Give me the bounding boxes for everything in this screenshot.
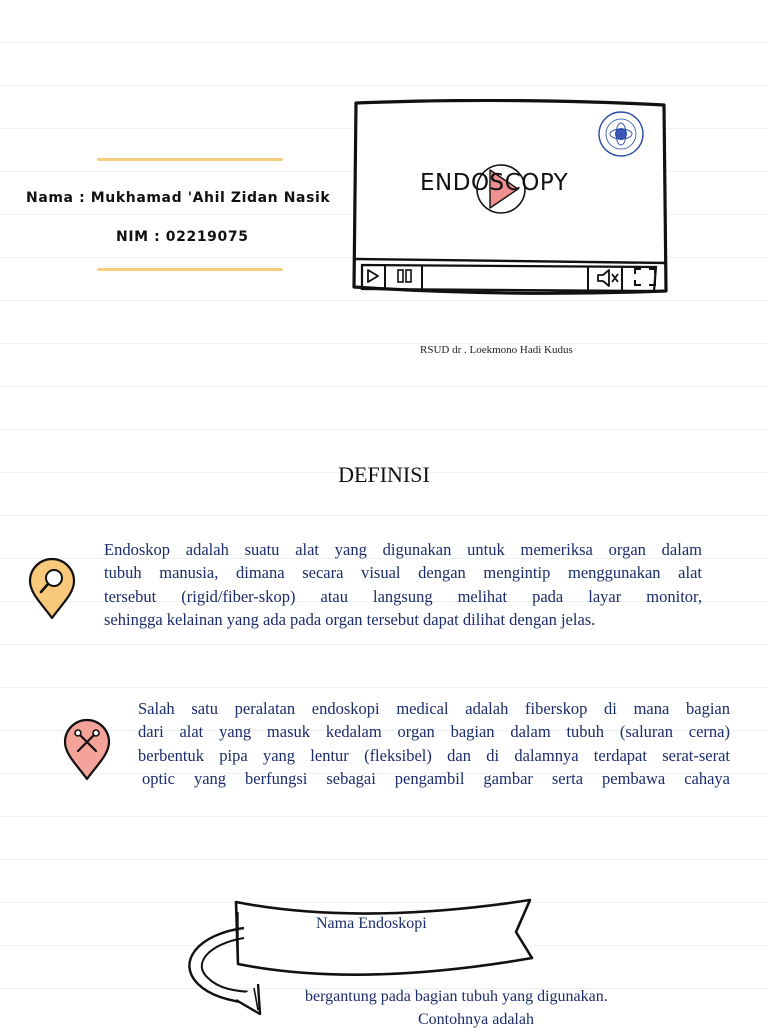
institution-logo [597,110,645,158]
fullscreen-icon[interactable] [632,266,658,288]
search-pin-icon [27,557,77,621]
decorative-line-top [97,158,283,161]
banner-label: Nama Endoskopi [316,915,427,932]
fiberscope-line: dari alat yang masuk kedalam organ bagian dalam tubuh (saluran cerna) [138,722,730,742]
fiberscope-line: Salah satu peralatan endoskopi medical adalah fiberskop di mana bagian [138,699,730,718]
fiberscope-paragraph [138,697,730,791]
definition-paragraph [104,538,702,632]
student-name: Nama : Mukhamad 'Ahil Zidan Nasik [26,190,331,206]
student-nim: NIM : 02219075 [116,229,249,245]
fiberscope-line: berbentuk pipa yang lentur (fleksibel) dan di dalamnya terdapat serat-serat [138,745,730,765]
decorative-line-bottom [97,268,283,271]
play-control-icon[interactable] [364,267,382,285]
mute-icon[interactable] [595,268,621,288]
banner-note-line: bergantung pada bagian tubuh yang digunakan. [305,988,608,1005]
definition-line: Endoskop adalah suatu alat yang digunakan untuk memeriksa organ dalam [104,540,702,559]
banner-note-line: Contohnya adalah [418,1011,534,1028]
tools-pin-icon [62,718,112,782]
fiberscope-line: optic yang berfungsi sebagai pengambil gambar serta pembawa cahaya [142,769,730,789]
definition-line: tersebut (rigid/fiber-skop) atau langsung melihat pada layar monitor, [104,586,702,606]
definition-line: sehingga kelainan yang ada pada organ tersebut dapat dilihat dengan jelas. [104,610,596,630]
player-title: ENDOSCOPY [420,170,569,196]
section-heading: DEFINISI [338,462,430,487]
pause-control-icon[interactable] [395,267,415,285]
definition-line: tubuh manusia, dimana secara visual dengan mengintip menggunakan alat [104,563,702,583]
hospital-caption: RSUD dr . Loekmono Hadi Kudus [420,344,573,356]
